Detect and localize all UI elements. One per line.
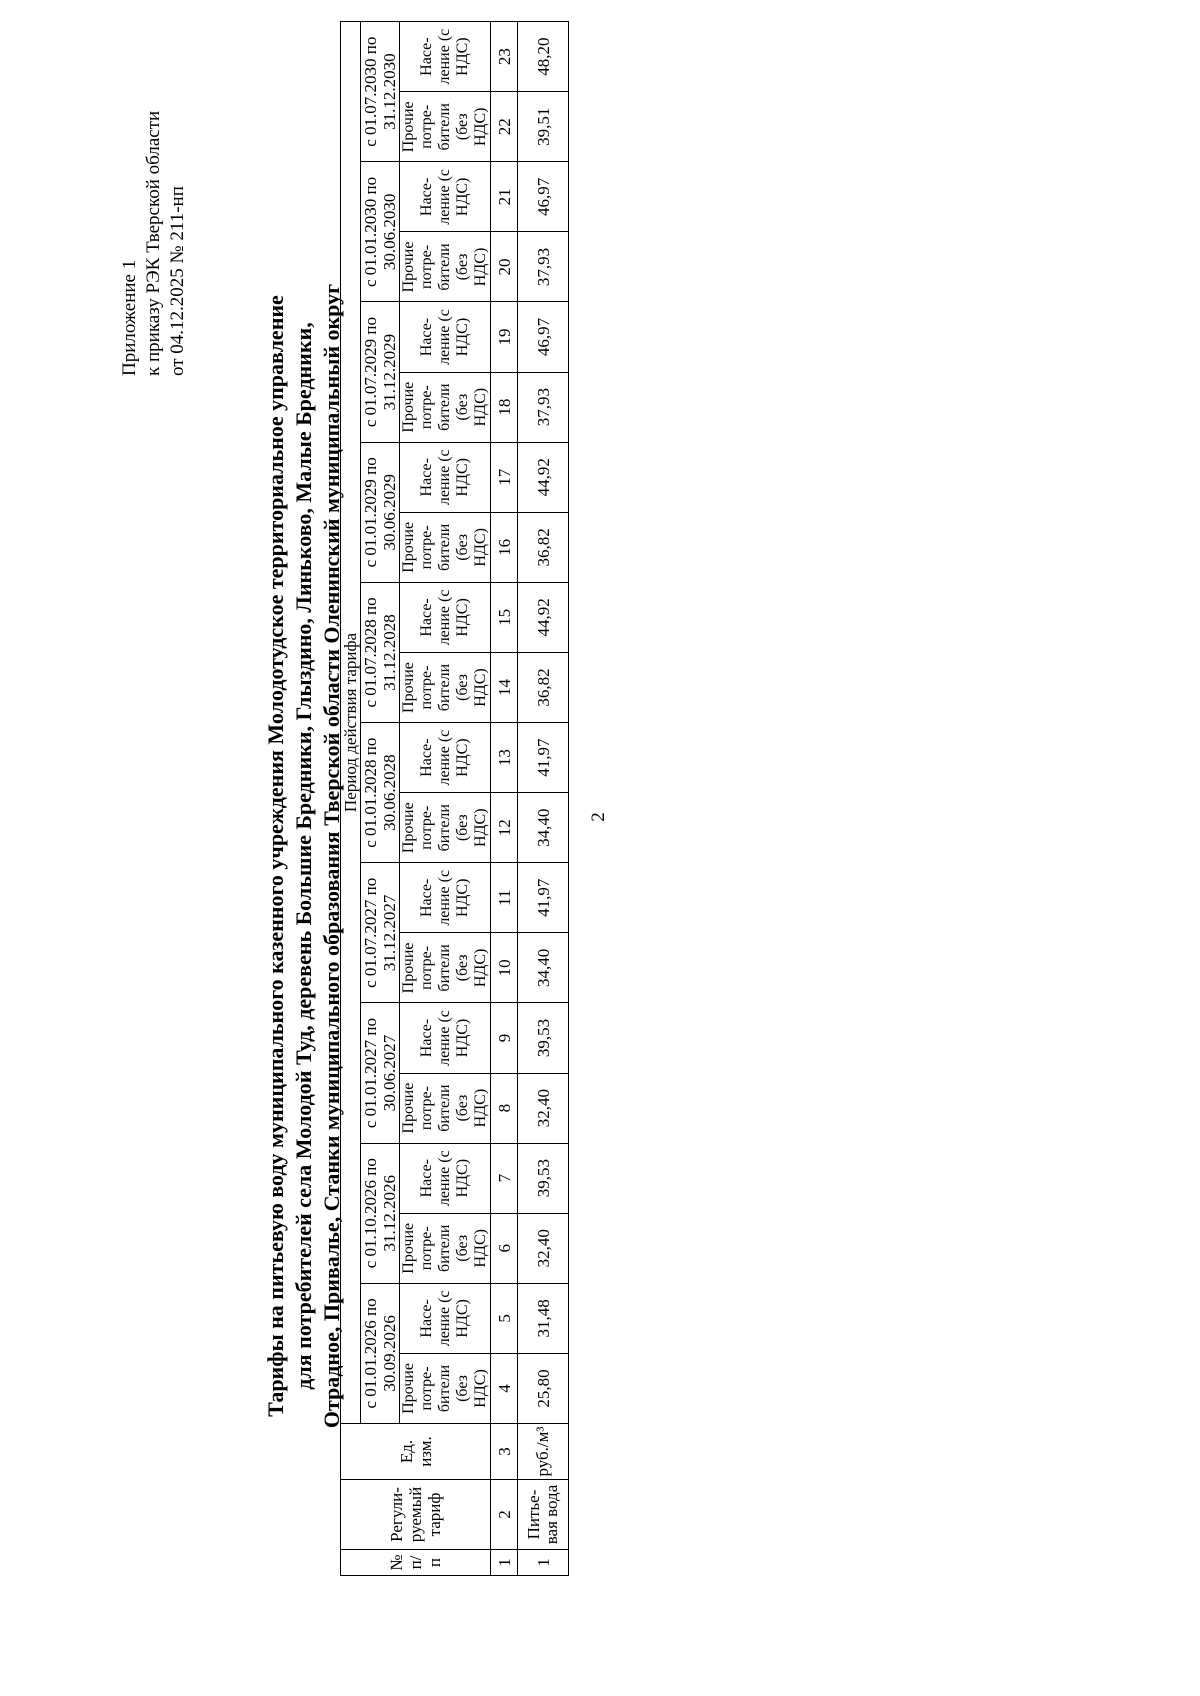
title-line-1: Тарифы на питьевую воду муниципального казенного учреждения Молодотудское территориальное управление [263, 295, 288, 1417]
column-number: 4 [491, 1353, 518, 1423]
column-number: 16 [491, 512, 518, 582]
tariff-value: 46,97 [518, 162, 569, 232]
period-header: с 01.07.2028 по 31.12.2028 [361, 582, 400, 722]
column-number: 7 [491, 1143, 518, 1213]
tariff-value: 39,53 [518, 1143, 569, 1213]
subheader-population: Насе-ление (с НДС) [400, 22, 491, 92]
row-tariff: Питье-вая вода [518, 1480, 569, 1550]
period-header: с 01.07.2029 по 31.12.2029 [361, 302, 400, 442]
tariff-value: 39,51 [518, 92, 569, 162]
tariff-value: 41,97 [518, 863, 569, 933]
title-line-2: для потребителей села Молодой Туд, деревень Большие Бредники, Глыздино, Линьково, Малые Бредники, [291, 322, 316, 1390]
subheader-population: Насе-ление (с НДС) [400, 1003, 491, 1073]
period-header: с 01.01.2027 по 30.06.2027 [361, 1003, 400, 1143]
subheader-population: Насе-ление (с НДС) [400, 1283, 491, 1353]
appendix-line-3: от 04.12.2025 № 211-нп [167, 186, 188, 376]
subheader-other-consumers: Прочие потре-бители (без НДС) [400, 512, 491, 582]
subheader-other-consumers: Прочие потре-бители (без НДС) [400, 1073, 491, 1143]
tariff-value: 31,48 [518, 1283, 569, 1353]
tariff-value: 25,80 [518, 1353, 569, 1423]
column-number: 2 [491, 1480, 518, 1550]
appendix-line-2: к приказу РЭК Тверской области [143, 110, 164, 376]
subheader-other-consumers: Прочие потре-бители (без НДС) [400, 793, 491, 863]
header-row-1 [341, 22, 361, 1576]
subheader-population: Насе-ление (с НДС) [400, 723, 491, 793]
tariff-value: 32,40 [518, 1213, 569, 1283]
column-number: 11 [491, 863, 518, 933]
column-number: 13 [491, 723, 518, 793]
header-period: Период действия тарифа [341, 22, 361, 1424]
header-row-periods [361, 22, 400, 1576]
tariff-value: 44,92 [518, 442, 569, 512]
subheader-other-consumers: Прочие потре-бители (без НДС) [400, 232, 491, 302]
tariff-value: 46,97 [518, 302, 569, 372]
document-title [262, 16, 346, 1696]
column-number: 6 [491, 1213, 518, 1283]
tariff-value: 37,93 [518, 232, 569, 302]
title-line-3: Отрадное, Привалье, Станки муниципального образования Тверской области Оленинский муниципальный округ [319, 283, 344, 1429]
column-number: 22 [491, 92, 518, 162]
column-number: 12 [491, 793, 518, 863]
column-number: 21 [491, 162, 518, 232]
tariff-value: 34,40 [518, 793, 569, 863]
row-no: 1 [518, 1550, 569, 1576]
column-number: 17 [491, 442, 518, 512]
column-number: 10 [491, 933, 518, 1003]
tariff-table [340, 21, 569, 1576]
subheader-population: Насе-ление (с НДС) [400, 863, 491, 933]
subheader-population: Насе-ление (с НДС) [400, 162, 491, 232]
period-header: с 01.01.2029 по 30.06.2029 [361, 442, 400, 582]
header-no: № п/п [341, 1550, 491, 1576]
subheader-other-consumers: Прочие потре-бители (без НДС) [400, 1353, 491, 1423]
subheader-population: Насе-ление (с НДС) [400, 1143, 491, 1213]
subheader-other-consumers: Прочие потре-бители (без НДС) [400, 933, 491, 1003]
column-number: 18 [491, 372, 518, 442]
header-tariff: Регули-руемый тариф [341, 1480, 491, 1550]
tariff-value: 44,92 [518, 582, 569, 652]
appendix-reference [118, 111, 190, 376]
tariff-value: 32,40 [518, 1073, 569, 1143]
tariff-value: 36,82 [518, 652, 569, 722]
table-row [518, 22, 569, 1576]
column-number: 9 [491, 1003, 518, 1073]
tariff-value: 48,20 [518, 22, 569, 92]
column-number: 3 [491, 1424, 518, 1480]
period-header: с 01.07.2030 по 31.12.2030 [361, 22, 400, 162]
subheader-other-consumers: Прочие потре-бители (без НДС) [400, 372, 491, 442]
subheader-other-consumers: Прочие потре-бители (без НДС) [400, 1213, 491, 1283]
column-number: 5 [491, 1283, 518, 1353]
period-header: с 01.07.2027 по 31.12.2027 [361, 863, 400, 1003]
period-header: с 01.01.2030 по 30.06.2030 [361, 162, 400, 302]
period-header: с 01.01.2026 по 30.09.2026 [361, 1283, 400, 1423]
header-row-subcolumns [400, 22, 491, 1576]
tariff-value: 39,53 [518, 1003, 569, 1073]
column-number: 19 [491, 302, 518, 372]
subheader-other-consumers: Прочие потре-бители (без НДС) [400, 92, 491, 162]
column-number: 23 [491, 22, 518, 92]
column-number: 14 [491, 652, 518, 722]
tariff-value: 34,40 [518, 933, 569, 1003]
subheader-population: Насе-ление (с НДС) [400, 582, 491, 652]
subheader-population: Насе-ление (с НДС) [400, 302, 491, 372]
subheader-other-consumers: Прочие потре-бители (без НДС) [400, 652, 491, 722]
period-header: с 01.10.2026 по 31.12.2026 [361, 1143, 400, 1283]
header-unit: Ед. изм. [341, 1424, 491, 1480]
column-number-row [491, 22, 518, 1576]
column-number: 8 [491, 1073, 518, 1143]
subheader-population: Насе-ление (с НДС) [400, 442, 491, 512]
period-header: с 01.01.2028 по 30.06.2028 [361, 723, 400, 863]
column-number: 20 [491, 232, 518, 302]
column-number: 15 [491, 582, 518, 652]
tariff-value: 36,82 [518, 512, 569, 582]
tariff-value: 41,97 [518, 723, 569, 793]
row-unit: руб./м³ [518, 1424, 569, 1480]
column-number: 1 [491, 1550, 518, 1576]
page-number: 2 [588, 812, 609, 822]
appendix-line-1: Приложение 1 [119, 259, 140, 376]
tariff-value: 37,93 [518, 372, 569, 442]
